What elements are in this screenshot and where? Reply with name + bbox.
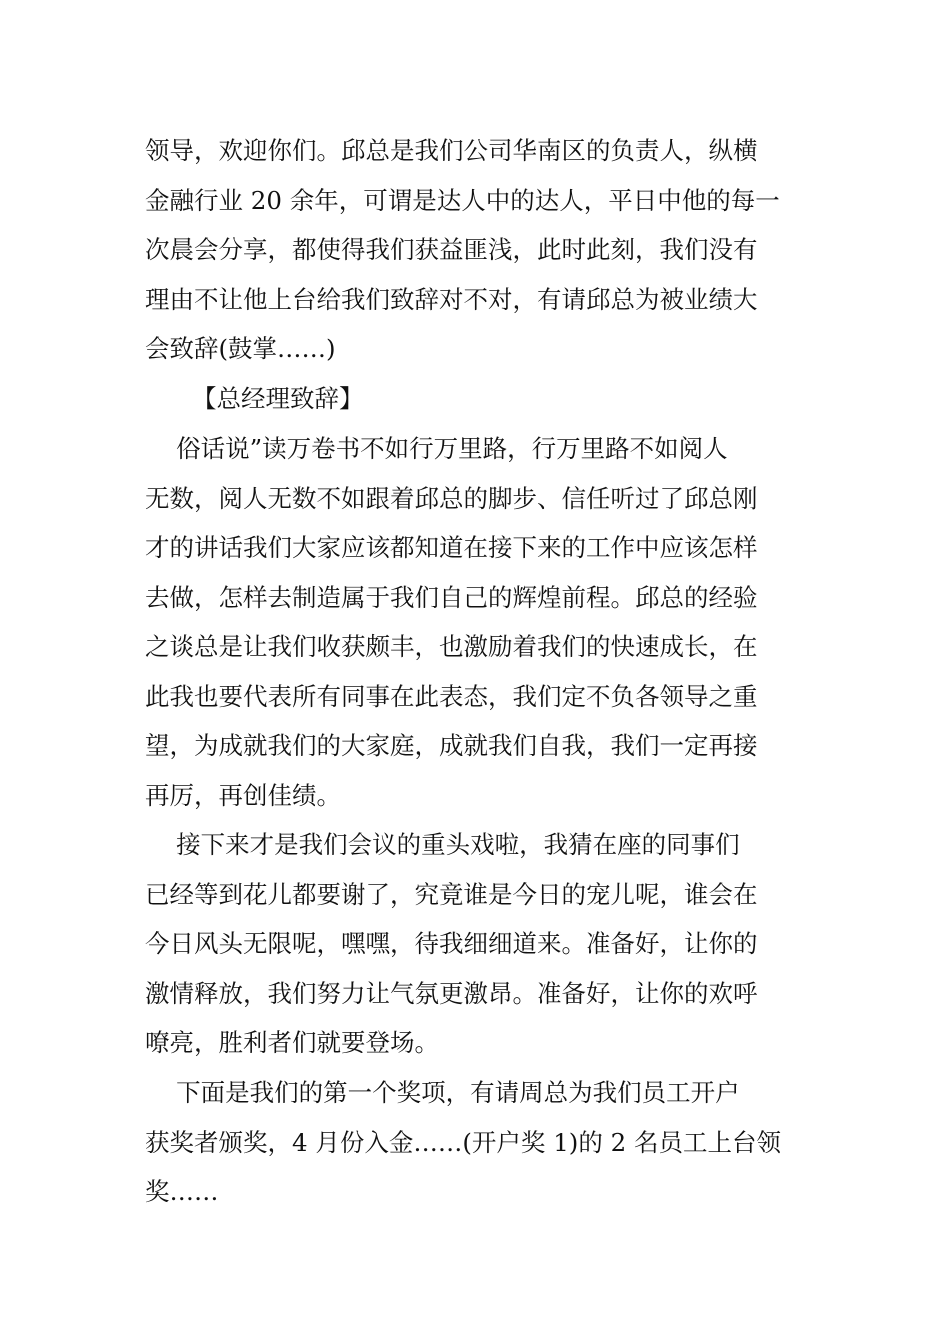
text-line: 已经等到花儿都要谢了，究竟谁是今日的宠儿呢，谁会在 — [145, 879, 758, 909]
text-line: 会致辞(鼓掌……) — [145, 334, 336, 363]
text-line: 去做，怎样去制造属于我们自己的辉煌前程。邱总的经验 — [145, 582, 758, 612]
text-line: 才的讲话我们大家应该都知道在接下来的工作中应该怎样 — [145, 533, 758, 562]
text-line: 下面是我们的第一个奖项，有请周总为我们员工开户 — [145, 1078, 740, 1107]
paragraph-awards-intro — [145, 820, 825, 1068]
text-line: 接下来才是我们会议的重头戏啦，我猜在座的同事们 — [145, 830, 740, 859]
text-line: 望，为成就我们的大家庭，成就我们自我，我们一定再接 — [145, 731, 758, 760]
text-line: 金融行业 20 余年，可谓是达人中的达人，平日中他的每一 — [145, 185, 780, 215]
paragraph-speech — [145, 424, 825, 820]
paragraph-first-award — [145, 1068, 825, 1217]
text-line: 领导，欢迎你们。邱总是我们公司华南区的负责人，纵横 — [145, 136, 758, 165]
text-line: 再厉，再创佳绩。 — [145, 780, 341, 810]
section-heading: 【总经理致辞】 — [192, 384, 364, 413]
text-line: 理由不让他上台给我们致辞对不对，有请邱总为被业绩大 — [145, 284, 758, 314]
text-line: 奖…… — [145, 1177, 219, 1206]
text-line: 次晨会分享，都使得我们获益匪浅，此时此刻，我们没有 — [145, 235, 758, 264]
text-line: 获奖者颁奖，4 月份入金……(开户奖 1)的 2 名员工上台领 — [145, 1127, 782, 1157]
text-line: 此我也要代表所有同事在此表态，我们定不负各领导之重 — [145, 681, 758, 711]
text-line: 今日风头无限呢，嘿嘿，待我细细道来。准备好，让你的 — [145, 929, 758, 958]
text-line: 之谈总是让我们收获颇丰，也激励着我们的快速成长，在 — [145, 632, 758, 661]
text-line: 俗话说”读万卷书不如行万里路，行万里路不如阅人 — [145, 434, 728, 463]
text-line: 激情释放，我们努力让气氛更激昂。准备好，让你的欢呼 — [145, 978, 758, 1008]
text-line: 无数，阅人无数不如跟着邱总的脚步、信任听过了邱总刚 — [145, 483, 758, 513]
paragraph-intro — [145, 126, 825, 374]
text-line: 嘹亮，胜利者们就要登场。 — [145, 1028, 439, 1057]
